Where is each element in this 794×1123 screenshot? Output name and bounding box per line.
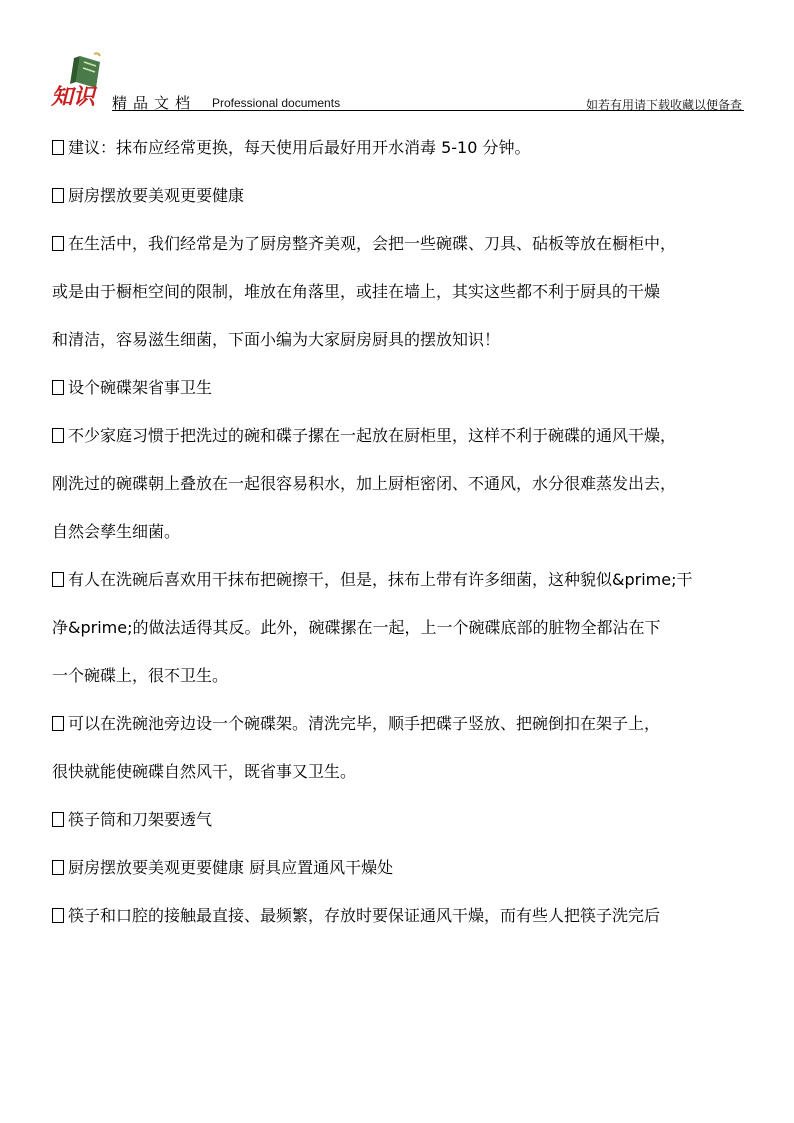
brand-subtitle: Professional documents xyxy=(212,96,341,110)
paragraph-line: 或是由于橱柜空间的限制，堆放在角落里，或挂在墙上，其实这些都不利于厨具的干燥 xyxy=(52,282,661,301)
paragraph-line: 筷子筒和刀架要透气 xyxy=(68,810,213,829)
paragraph-line: 筷子和口腔的接触最直接、最频繁，存放时要保证通风干燥，而有些人把筷子洗完后 xyxy=(68,906,661,925)
bullet-box-icon xyxy=(52,908,64,923)
paragraph-line: 可以在洗碗池旁边设一个碗碟架。清洗完毕，顺手把碟子竖放、把碗倒扣在架子上， xyxy=(68,714,661,733)
paragraph-line: 不少家庭习惯于把洗过的碗和碟子摞在一起放在厨柜里，这样不利于碗碟的通风干燥， xyxy=(68,426,677,445)
paragraph-line: 厨房摆放要美观更要健康 厨具应置通风干燥处 xyxy=(68,858,394,877)
bullet-box-icon xyxy=(52,428,64,443)
header-note: 如若有用请下载收藏以便备查 xyxy=(585,98,742,112)
svg-text:知识: 知识 xyxy=(51,84,96,108)
paragraph-line: 一个碗碟上，很不卫生。 xyxy=(52,666,229,685)
paragraph-line: 厨房摆放要美观更要健康 xyxy=(68,186,245,205)
bullet-box-icon xyxy=(52,188,64,203)
bullet-box-icon xyxy=(52,140,64,155)
paragraph-line: 很快就能使碗碟自然风干，既省事又卫生。 xyxy=(52,762,357,781)
paragraph xyxy=(52,892,752,940)
paragraph-line: 净&prime;的做法适得其反。此外，碗碟摞在一起，上一个碗碟底部的脏物全都沾在下 xyxy=(52,618,661,637)
bullet-box-icon xyxy=(52,380,64,395)
section-heading xyxy=(52,796,752,844)
logo-icon xyxy=(50,52,112,108)
paragraph-line: 有人在洗碗后喜欢用干抹布把碗擦干，但是，抹布上带有许多细菌，这种貌似&prime;干 xyxy=(68,570,693,589)
bullet-box-icon xyxy=(52,572,64,587)
document-header xyxy=(50,52,744,110)
section-heading xyxy=(52,172,752,220)
paragraph-line: 刚洗过的碗碟朝上叠放在一起很容易积水，加上厨柜密闭、不通风，水分很难蒸发出去， xyxy=(52,474,677,493)
header-divider xyxy=(112,110,744,111)
section-heading xyxy=(52,364,752,412)
section-heading xyxy=(52,844,752,892)
bullet-box-icon xyxy=(52,236,64,251)
paragraph xyxy=(52,124,752,172)
paragraph xyxy=(52,412,752,556)
paragraph xyxy=(52,556,752,700)
paragraph xyxy=(52,700,752,796)
bullet-box-icon xyxy=(52,860,64,875)
paragraph-line: 设个碗碟架省事卫生 xyxy=(68,378,213,397)
paragraph-line: 建议：抹布应经常更换，每天使用后最好用开水消毒 5-10 分钟。 xyxy=(68,138,531,157)
paragraph xyxy=(52,220,752,364)
document-body xyxy=(52,124,752,940)
bullet-box-icon xyxy=(52,812,64,827)
paragraph-line: 自然会孳生细菌。 xyxy=(52,522,181,541)
bullet-box-icon xyxy=(52,716,64,731)
paragraph-line: 和清洁，容易滋生细菌，下面小编为大家厨房厨具的摆放知识！ xyxy=(52,330,501,349)
brand-title: 精品文档 xyxy=(112,94,197,112)
paragraph-line: 在生活中，我们经常是为了厨房整齐美观，会把一些碗碟、刀具、砧板等放在橱柜中， xyxy=(68,234,677,253)
